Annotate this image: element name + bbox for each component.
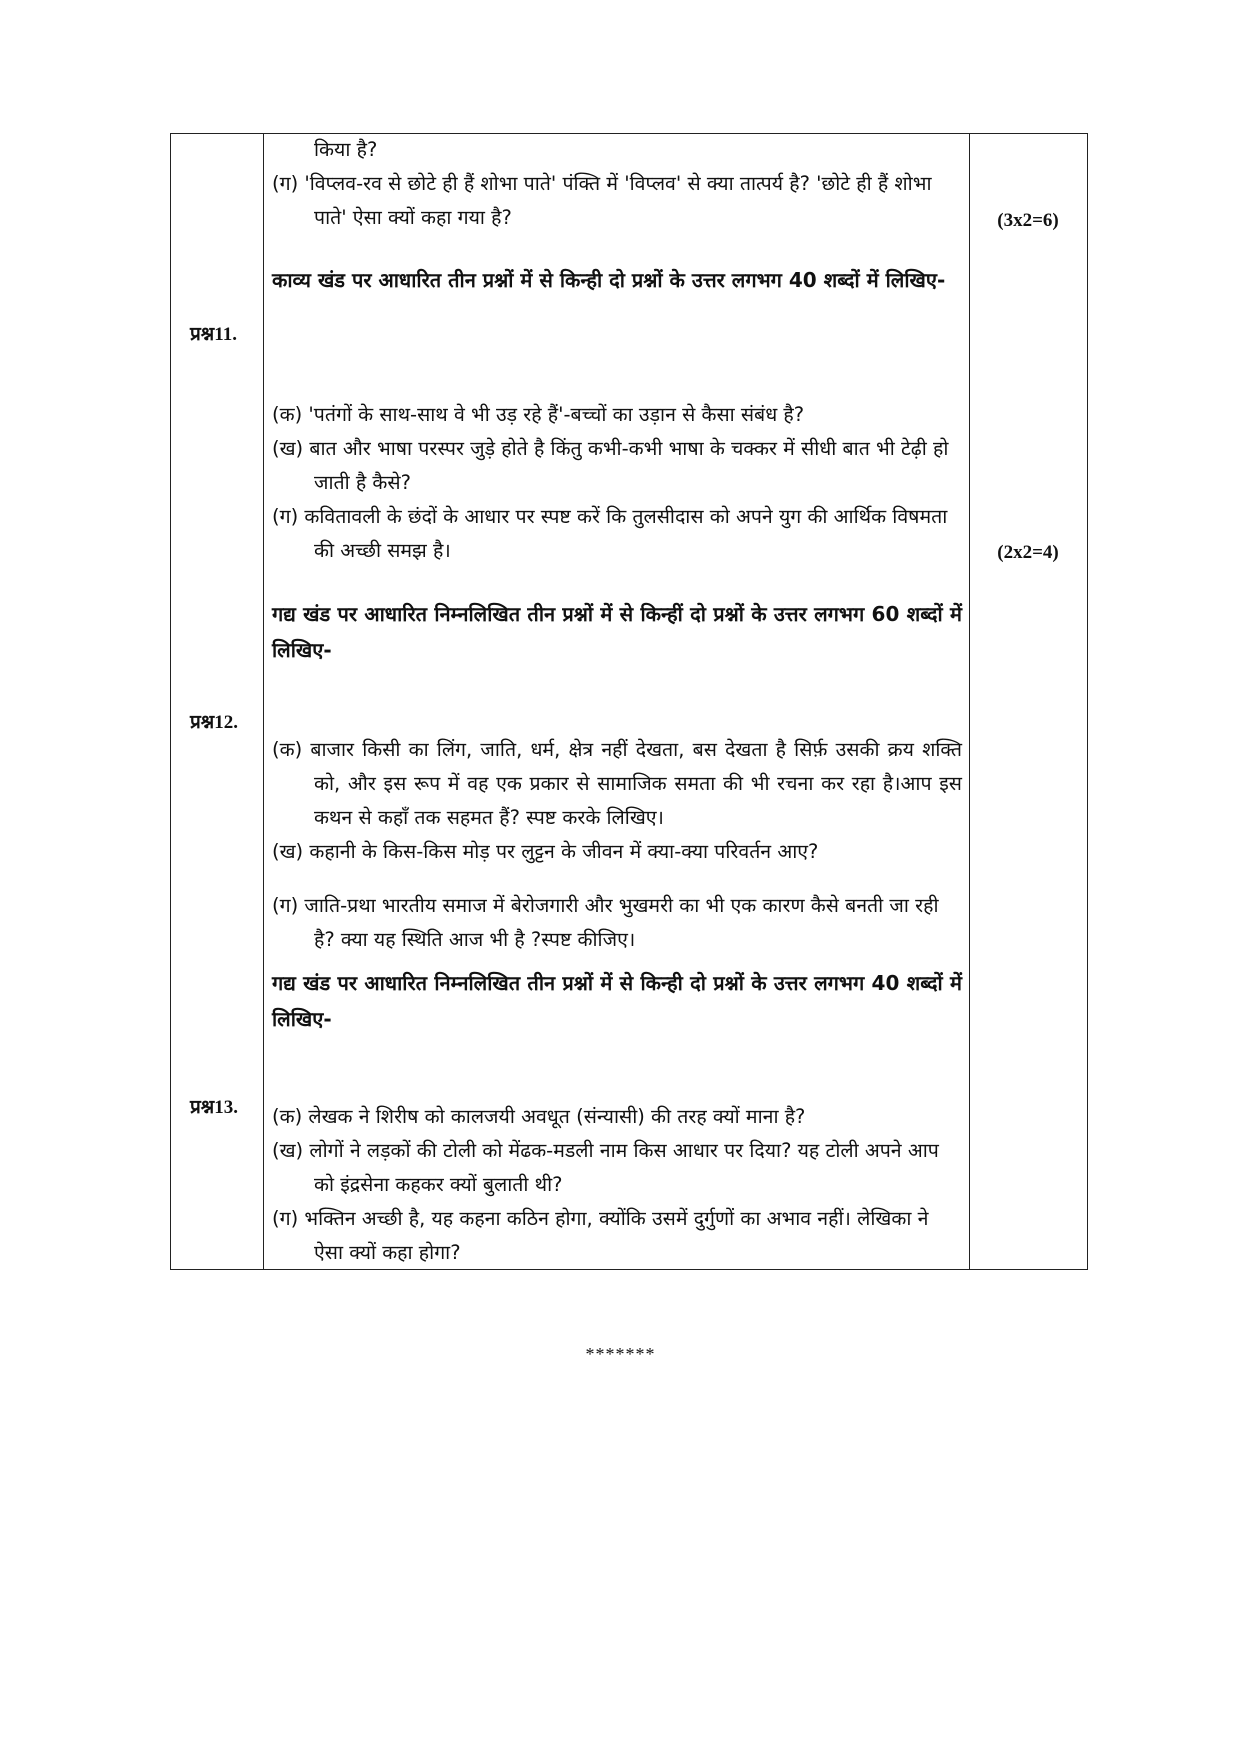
q11-item-ga: (ग) कवितावली के छंदों के आधार पर स्पष्ट करें कि तुलसीदास को अपने युग की आर्थिक विषमता की अच्छी समझ है। [272, 505, 948, 562]
q11-instruction: काव्य खंड पर आधारित तीन प्रश्नों में से किन्ही दो प्रश्नों के उत्तर लगभग 40 शब्दों में लिखिए- [272, 268, 946, 292]
q12-instruction: गद्य खंड पर आधारित निम्नलिखित तीन प्रश्नों में से किन्हीं दो प्रश्नों के उत्तर लगभग 60 शब्दों में लिखिए- [272, 602, 962, 662]
column-divider-left [263, 134, 264, 1269]
q13-item-ka: (क) लेखक ने शिरीष को कालजयी अवधूत (संन्यासी) की तरह क्यों माना है? [272, 1105, 806, 1128]
carryover-line: किया है? [314, 138, 378, 161]
q11-item-kha: (ख) बात और भाषा परस्पर जुड़े होते है किंतु कभी-कभी भाषा के चक्कर में सीधी बात भी टेढ़ी हो जाती है कैसे? [272, 437, 949, 494]
q12-number: प्रश्न12. [190, 712, 238, 733]
q13-instruction: गद्य खंड पर आधारित निम्नलिखित तीन प्रश्नों में से किन्ही दो प्रश्नों के उत्तर लगभग 40 शब्दों में लिखिए- [272, 971, 962, 1031]
q12-item-ka: (क) बाजार किसी का लिंग, जाति, धर्म, क्षेत्र नहीं देखता, बस देखता है सिर्फ़ उसकी क्रय शक्ति को, और इस रूप में वह एक प्रकार से सामाजिक समता की भी रचना कर रहा है।आप इस कथन से कहाँ तक सहमत हैं? स्पष्ट करके लिखिए। [272, 738, 962, 829]
q13-number: प्रश्न13. [190, 1097, 238, 1118]
q12-block [272, 596, 962, 668]
q12-item-kha: (ख) कहानी के किस-किस मोड़ पर लुट्टन के जीवन में क्या-क्या परिवर्तन आए? [272, 840, 819, 863]
q13-item-ga: (ग) भक्तिन अच्छी है, यह कहना कठिन होगा, क्योंकि उसमें दुर्गुणों का अभाव नहीं। लेखिका ने ऐसा क्यों कहा होगा? [272, 1207, 929, 1264]
carryover-item-ga: (ग) 'विप्लव-रव से छोटे ही हैं शोभा पाते' पंक्ति में 'विप्लव' से क्या तात्पर्य है? 'छोटे ही हैं शोभा पाते' ऐसा क्यों कहा गया है? [272, 172, 932, 229]
column-divider-right [969, 134, 970, 1269]
carryover-block [272, 133, 962, 235]
q13-block [272, 965, 962, 1037]
q12-item-ga: (ग) जाति-प्रथा भारतीय समाज में बेरोजगारी और भुखमरी का भी एक कारण कैसे बनती जा रही है? क्या यह स्थिति आज भी है ?स्पष्ट कीजिए। [272, 894, 939, 951]
q11-block [272, 262, 962, 298]
q11-number: प्रश्न11. [190, 324, 237, 345]
q11-item-ka: (क) 'पतंगों के साथ-साथ वे भी उड़ रहे हैं'-बच्चों का उड़ान से कैसा संबंध है? [272, 403, 805, 426]
end-of-paper-stars: ******* [585, 1344, 656, 1364]
q13-items [272, 1100, 962, 1270]
q13-item-kha: (ख) लोगों ने लड़कों की टोली को मेंढक-मडली नाम किस आधार पर दिया? यह टोली अपने आप को इंद्रसेना कहकर क्यों बुलाती थी? [272, 1139, 939, 1196]
marks-q11: (2x2=4) [997, 542, 1059, 563]
marks-prev-question: (3x2=6) [997, 210, 1059, 231]
q12-items [272, 733, 962, 957]
q11-items [272, 398, 962, 568]
